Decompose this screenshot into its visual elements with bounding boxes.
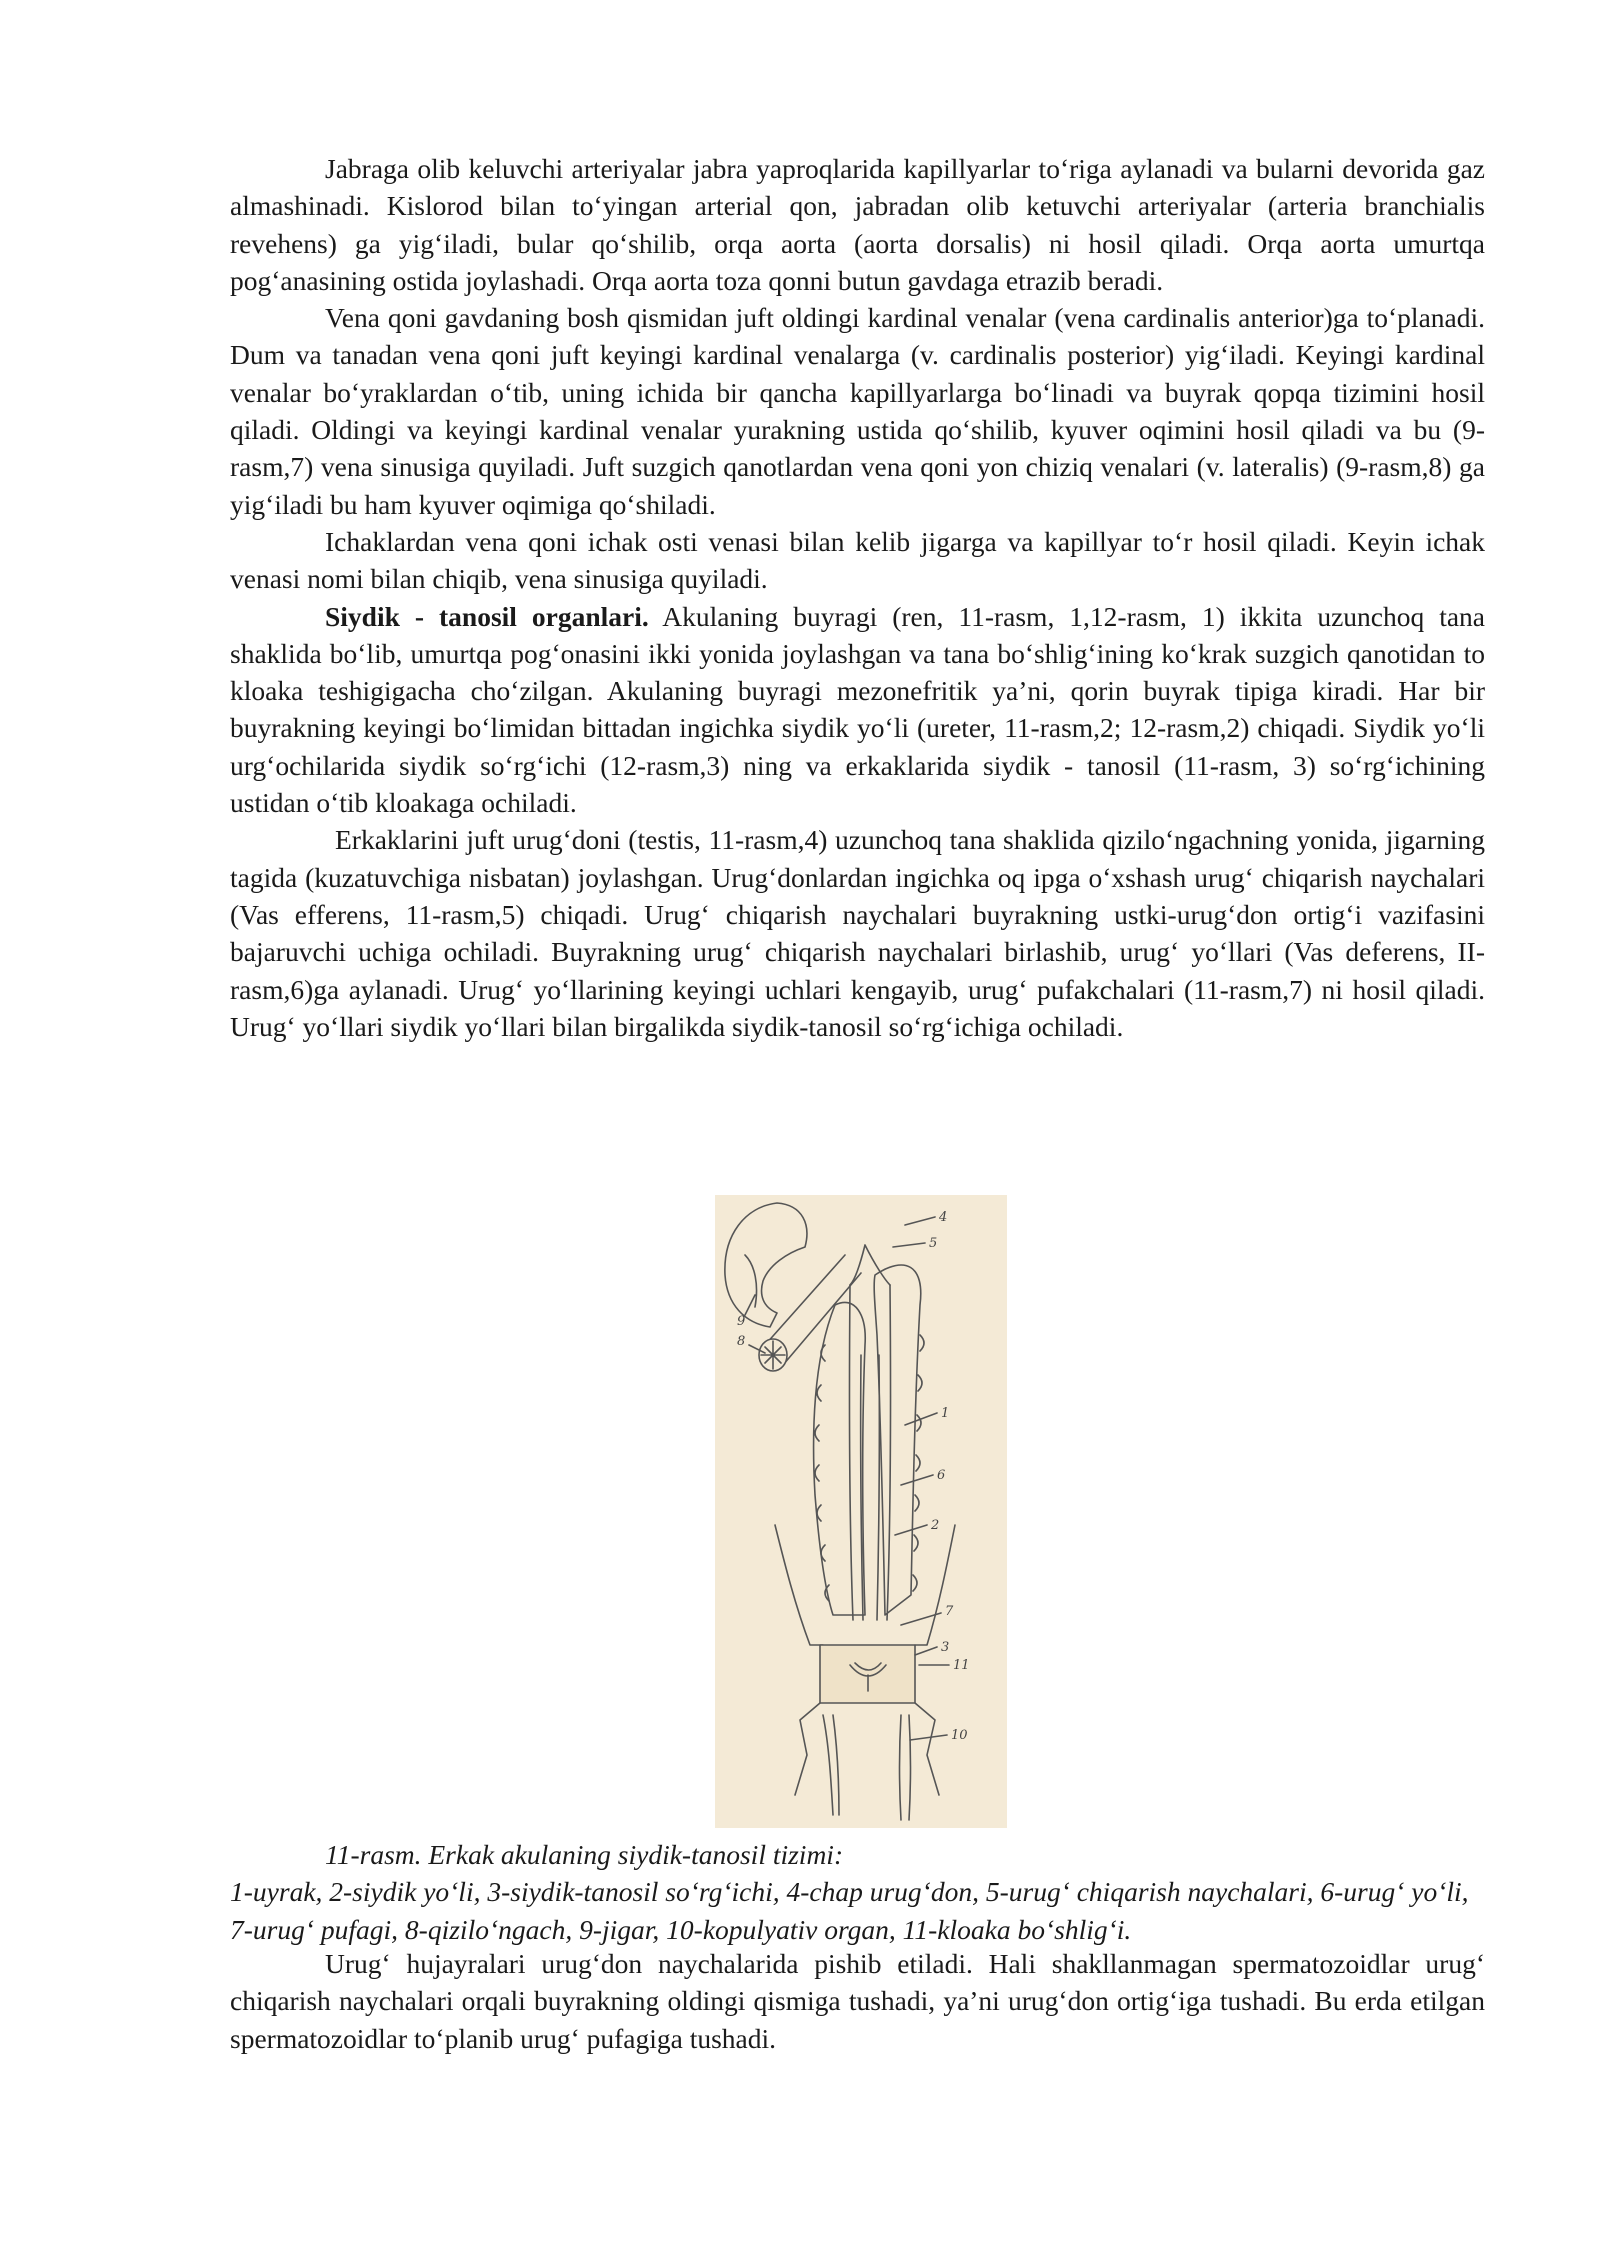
figure-label-9: 9 (737, 1314, 746, 1329)
body-outline-right (915, 1525, 955, 1645)
figure-caption-legend: 1-uyrak, 2-siydik yo‘li, 3-siydik-tanosil so‘rg‘ichi, 4-chap urug‘don, 5-urug‘ chiqarish naychalari, 6-urug‘ yo‘li, 7-urug‘ pufagi, 8-qizilo‘ngach, 9-jigar, 10-kopulyativ organ, 11-kloaka bo‘shlig‘i. (230, 1876, 1469, 1945)
body-text-top (230, 150, 1485, 1045)
body-text-bottom (230, 1945, 1485, 2057)
figure-label-7: 7 (945, 1604, 954, 1619)
clasper-left (823, 1715, 839, 1815)
paragraph-intestinal-vein: Ichaklardan vena qoni ichak osti venasi bilan kelib jigarga va kapillyar to‘r hosil qiladi. Keyin ichak venasi nomi bilan chiqib, vena sinusiga quyiladi. (230, 525, 1485, 595)
liver-lobe (725, 1203, 807, 1327)
vas-deferens-left (849, 1285, 853, 1620)
kidney-right (874, 1265, 921, 1615)
figure-label-3: 3 (941, 1640, 950, 1655)
vas-deferens-right (887, 1285, 891, 1620)
lower-body (795, 1703, 939, 1795)
figure-label-6: 6 (937, 1468, 946, 1483)
figure-shark-urogenital-system (715, 1195, 1007, 1828)
figure-label-4: 4 (939, 1210, 948, 1225)
body-outline-left (775, 1525, 823, 1645)
figure-caption-title: 11-rasm. Erkak akulaning siydik-tanosil tizimi: (325, 1839, 844, 1870)
paragraph-urogenital-body: Akulaning buyragi (ren, 11-rasm, 1,12-rasm, 1) ikkita uzunchoq tana shaklida bo‘lib, umurtqa pog‘onasini ikki yonida joylashgan va tana bo‘shlig‘ining ko‘krak suzgich qanotidan to kloaka teshigigacha cho‘zilgan. Akulaning buyragi mezonefritik ya’ni, qorin buyrak tipiga kiradi. Har bir buyrakning keyingi bo‘limidan bittadan ingichka siydik yo‘li (ureter, 11-rasm,2; 12-rasm,2) chiqadi. Siydik yo‘li urg‘ochilarida siydik so‘rg‘ichi (12-rasm,3) ning va erkaklarida siydik - tanosil (11-rasm, 3) so‘rg‘ichining ustidan o‘tib kloakaga ochiladi. (230, 600, 1485, 819)
figure-label-5: 5 (929, 1236, 938, 1251)
figure-caption (230, 1836, 1485, 1948)
paragraph-spermatozoa: Urug‘ hujayralari urug‘don naychalarida pishib etiladi. Hali shakllanmagan spermatozoidlar urug‘ chiqarish naychalari orqali buyrakning oldingi qismiga tushadi, ya’ni urug‘don ortig‘iga tushadi. Bu erda etilgan spermatozoidlar to‘planib urug‘ pufagiga tushadi. (230, 1948, 1485, 2054)
figure-label-11: 11 (953, 1658, 970, 1673)
paragraph-venous-blood: Vena qoni gavdaning bosh qismidan juft oldingi kardinal venalar (vena cardinalis anterior)ga to‘planadi. Dum va tanadan vena qoni juft keyingi kardinal venalarga (v. cardinalis posterior) yig‘iladi. Keyingi kardinal venalar bo‘yraklardan o‘tib, uning ichida bir qancha kapillyarlarga bo‘linadi va buyrak qopqa tizimini hosil qiladi. Oldingi va keyingi kardinal venalar yurakning ustida qo‘shilib, kyuver oqimini hosil qiladi va bu (9-rasm,7) vena sinusiga quyiladi. Juft suzgich qanotlardan vena qoni yon chiziq venalari (v. lateralis) (9-rasm,8) ga yig‘iladi bu ham kyuver oqimiga qo‘shiladi. (230, 302, 1485, 520)
figure-label-1: 1 (941, 1406, 950, 1421)
figure-label-8: 8 (737, 1334, 746, 1349)
cloaca (820, 1645, 915, 1703)
section-heading: Siydik - tanosil organlari. (325, 600, 649, 632)
clasper-right (900, 1715, 911, 1820)
anatomical-drawing (715, 1195, 1007, 1828)
ureter-right (877, 1355, 879, 1620)
figure-label-10: 10 (951, 1728, 968, 1743)
paragraph-urogenital (230, 598, 1485, 822)
paragraph-gill-arteries: Jabraga olib keluvchi arteriyalar jabra yaproqlarida kapillyarlar to‘riga aylanadi va bularni devorida gaz almashinadi. Kislorod bilan to‘yingan arterial qon, jabradan olib ketuvchi arteriyalar (arteria branchialis revehens) ga yig‘iladi, bular qo‘shilib, orqa aorta (aorta dorsalis) ni hosil qiladi. Orqa aorta umurtqa pog‘anasining ostida joylashadi. Orqa aorta toza qonni butun gavdaga etrazib beradi. (230, 153, 1485, 296)
paragraph-testes: Erkaklarini juft urug‘doni (testis, 11-rasm,4) uzunchoq tana shaklida qizilo‘ngachning yonida, jigarning tagida (kuzatuvchiga nisbatan) joylashgan. Urug‘donlardan ingichka oq ipga o‘xshash urug‘ chiqarish naychalari (Vas efferens, 11-rasm,5) chiqadi. Urug‘ chiqarish naychalari buyrakning ustki-urug‘don ortig‘i vazifasini bajaruvchi uchiga ochiladi. Buyrakning urug‘ chiqarish naychalari birlashib, urug‘ yo‘llari (Vas deferens, II-rasm,6)ga aylanadi. Urug‘ yo‘llarining keyingi uchlari kengayib, urug‘ pufakchalari (11-rasm,7) ni hosil qiladi. Urug‘ yo‘llari siydik yo‘llari bilan birgalikda siydik-tanosil so‘rg‘ichiga ochiladi. (230, 824, 1485, 1042)
figure-label-2: 2 (931, 1518, 940, 1533)
